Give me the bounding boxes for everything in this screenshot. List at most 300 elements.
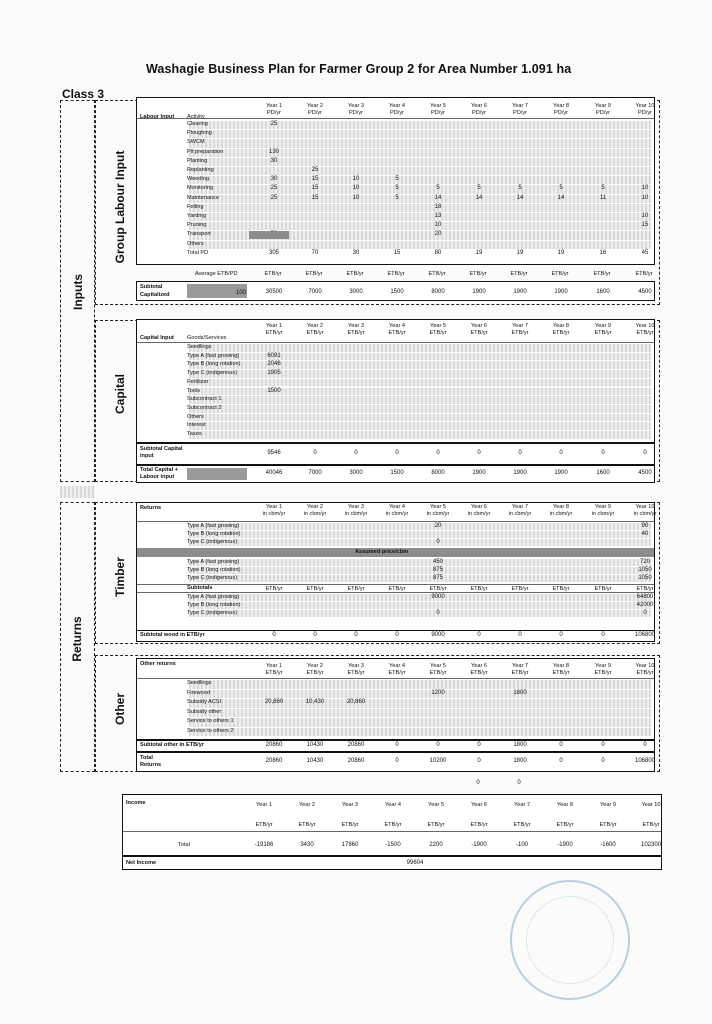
labour-cell: 25 bbox=[270, 121, 278, 127]
capital-unit-header: ETB/yr bbox=[636, 330, 654, 336]
labour-subtotal-table bbox=[136, 281, 655, 301]
row-shade bbox=[189, 379, 651, 387]
labour-cell: 5 bbox=[601, 185, 605, 192]
capital-unit-header: ETB/yr bbox=[429, 330, 447, 336]
income-unit-header: ETB/yr bbox=[255, 822, 273, 828]
labour-etb-unit: ETB/yr bbox=[593, 271, 611, 277]
timber-unit-header: in cbm/yr bbox=[549, 511, 573, 517]
labour-etb-unit: ETB/yr bbox=[428, 271, 446, 277]
returns-label: Returns bbox=[70, 616, 84, 662]
other-unit-header: ETB/yr bbox=[552, 670, 570, 676]
row-shade bbox=[189, 523, 651, 530]
labour-cell: 10 bbox=[641, 194, 649, 201]
other-year-header: Year 7 bbox=[512, 663, 528, 669]
income-cell: -1900 bbox=[557, 842, 573, 848]
row-shade bbox=[189, 213, 651, 221]
labour-year-header: Year 9 bbox=[595, 103, 611, 109]
other-unit-header: ETB/yr bbox=[265, 670, 283, 676]
returns-total-cell: 20860 bbox=[265, 758, 283, 764]
timber-year-header: Year 6 bbox=[471, 504, 487, 510]
timber-sub-cell: 64800 bbox=[636, 594, 654, 600]
timber-unit-header: in cbm/yr bbox=[426, 511, 450, 517]
labour-subtotal-cell: 1900 bbox=[472, 289, 486, 295]
labour-cell: 15 bbox=[641, 222, 649, 229]
capital-row-label: Subcontract 2 bbox=[187, 404, 222, 411]
labour-unit-header: PD/yr bbox=[596, 110, 610, 116]
row-shade bbox=[189, 222, 651, 230]
timber-unit-header: in cbm/yr bbox=[591, 511, 615, 517]
capital-total-table bbox=[136, 465, 655, 483]
total-pd-cell: 80 bbox=[434, 249, 442, 256]
capital-unit-header: ETB/yr bbox=[306, 330, 324, 336]
group-labour-label: Group Labour Input bbox=[113, 150, 127, 264]
labour-row-label: Others bbox=[187, 240, 204, 247]
row-divider bbox=[137, 592, 654, 593]
income-cell: 17860 bbox=[341, 842, 359, 848]
income-unit-header: ETB/yr bbox=[513, 822, 531, 828]
income-total-label: Total bbox=[178, 842, 190, 848]
other-year-header: Year 6 bbox=[471, 663, 487, 669]
labour-row-label: Yarding bbox=[187, 213, 206, 219]
income-unit-header: ETB/yr bbox=[427, 822, 445, 828]
timber-year-header: Year 2 bbox=[307, 504, 323, 510]
capital-total-cell: 1900 bbox=[513, 470, 527, 476]
row-shade bbox=[189, 718, 651, 727]
other-year-header: Year 3 bbox=[348, 663, 364, 669]
labour-row-label: Ploughing bbox=[187, 130, 212, 137]
labour-row-label: Replanting bbox=[187, 167, 214, 173]
timber-subtotal-cell: 9000 bbox=[431, 632, 445, 638]
labour-table bbox=[136, 97, 655, 265]
other-subtotal-cell: 20860 bbox=[265, 742, 283, 748]
timber-subtotal-cell: 0 bbox=[477, 632, 481, 638]
row-shade bbox=[189, 139, 651, 147]
capital-cell: 2046 bbox=[267, 361, 281, 368]
labour-cell: 5 bbox=[395, 185, 399, 192]
capital-year-header: Year 1 bbox=[266, 323, 282, 329]
timber-price-row-label: Type A (fast growing) bbox=[187, 559, 240, 565]
labour-etb-unit: ETB/yr bbox=[510, 271, 528, 277]
capital-unit-header: ETB/yr bbox=[347, 330, 365, 336]
returns-col-head: Returns bbox=[140, 505, 162, 511]
timber-year-header: Year 5 bbox=[430, 504, 446, 510]
row-divider bbox=[137, 678, 654, 679]
row-shade bbox=[189, 431, 651, 439]
shaded-cell bbox=[249, 231, 289, 239]
capital-year-header: Year 7 bbox=[512, 323, 528, 329]
other-cell: 20,860 bbox=[264, 699, 284, 705]
capital-subtotal-label: Subtotal Capital input bbox=[140, 446, 183, 459]
timber-price-cell: 875 bbox=[432, 567, 443, 573]
income-cell: 102300 bbox=[640, 842, 662, 848]
income-divider bbox=[123, 831, 661, 832]
page-title: Washagie Business Plan for Farmer Group 2 for Area Number 1.091 ha bbox=[146, 62, 572, 76]
labour-row-label: Pruning bbox=[187, 222, 207, 229]
labour-etb-unit: ETB/yr bbox=[387, 271, 405, 277]
timber-etb-unit: ETB/yr bbox=[636, 585, 654, 592]
timber-unit-header: in cbm/yr bbox=[467, 511, 491, 517]
row-shade bbox=[189, 709, 651, 718]
labour-cell: 20 bbox=[434, 231, 442, 238]
row-shade bbox=[189, 575, 651, 582]
labour-unit-header: PD/yr bbox=[638, 110, 652, 116]
class-label: Class 3 bbox=[62, 87, 105, 101]
other-cell: 20,860 bbox=[346, 699, 366, 705]
capital-total-cell: 8000 bbox=[431, 470, 445, 476]
labour-row-label: Felling bbox=[187, 203, 204, 210]
returns-total-cell: 10200 bbox=[429, 758, 447, 764]
timber-cell: 0 bbox=[436, 539, 440, 545]
labour-row-label: Weeding bbox=[187, 176, 209, 183]
labour-cell: 10 bbox=[352, 176, 360, 183]
labour-row-label: Transport bbox=[187, 231, 211, 238]
labour-year-header: Year 2 bbox=[307, 103, 323, 109]
labour-cell: 14 bbox=[557, 194, 565, 201]
labour-etb-unit: ETB/yr bbox=[264, 271, 282, 277]
net-income-table bbox=[122, 856, 662, 870]
total-pd-cell: 19 bbox=[557, 249, 565, 256]
labour-subtotal-cell: 30500 bbox=[265, 289, 283, 295]
below-total-cell: 0 bbox=[517, 780, 521, 786]
labour-unit-header: PD/yr bbox=[390, 110, 404, 116]
other-year-header: Year 2 bbox=[307, 663, 323, 669]
labour-cell: 15 bbox=[311, 185, 319, 192]
capital-row-label: Interest bbox=[187, 422, 206, 429]
timber-row-label: Type B (long rotation) bbox=[187, 531, 241, 537]
capital-year-header: Year 2 bbox=[307, 323, 323, 329]
capital-year-header: Year 3 bbox=[348, 323, 364, 329]
row-shade bbox=[189, 414, 651, 422]
capital-subtotal-cell: 0 bbox=[518, 450, 522, 456]
labour-cell: 25 bbox=[270, 194, 278, 201]
total-pd-cell: 30 bbox=[352, 249, 360, 256]
labour-subtotal-cell: 1900 bbox=[554, 289, 568, 295]
subtotal-label: Subtotal bbox=[140, 284, 163, 290]
row-shade bbox=[189, 539, 651, 546]
shaded-cell bbox=[187, 468, 247, 480]
below-total-cell: 0 bbox=[476, 780, 480, 786]
capital-row-label: Others bbox=[187, 413, 204, 420]
income-cell: -1600 bbox=[600, 842, 616, 848]
timber-sub-row-label: Type B (long rotation) bbox=[187, 602, 241, 608]
returns-total-cell: 20860 bbox=[347, 758, 365, 764]
labour-etb-unit: ETB/yr bbox=[469, 271, 487, 277]
capital-col-head: Capital Input bbox=[140, 335, 174, 341]
inputs-label: Inputs bbox=[71, 274, 85, 310]
income-unit-header: ETB/yr bbox=[599, 822, 617, 828]
income-year-header: Year 2 bbox=[299, 802, 315, 808]
activity-col-head: Activity bbox=[187, 114, 205, 120]
labour-row-label: Monitoring bbox=[187, 185, 214, 192]
other-subtotal-cell: 0 bbox=[601, 742, 605, 748]
income-year-header: Year 6 bbox=[471, 802, 487, 808]
other-row-label: Service to others 1 bbox=[187, 718, 234, 724]
labour-year-header: Year 5 bbox=[430, 103, 446, 109]
total-returns-label: Total Returns bbox=[140, 755, 162, 768]
row-shade bbox=[189, 567, 651, 574]
returns-total-cell: 106800 bbox=[634, 758, 656, 764]
other-row-label: Service to others 2 bbox=[187, 727, 234, 734]
capital-cell: 6091 bbox=[267, 352, 281, 359]
capital-year-header: Year 6 bbox=[471, 323, 487, 329]
other-cell: 1800 bbox=[513, 689, 527, 696]
returns-total-cell: 0 bbox=[395, 758, 399, 764]
capital-label: Capital bbox=[113, 374, 127, 415]
other-cell: 10,430 bbox=[305, 699, 325, 705]
row-shade bbox=[189, 204, 651, 212]
labour-subtotal-cell: 1600 bbox=[596, 289, 610, 295]
timber-price-cell: 1050 bbox=[638, 575, 652, 581]
labour-cell: 10 bbox=[641, 213, 649, 219]
income-year-header: Year 9 bbox=[600, 802, 616, 808]
row-divider bbox=[137, 118, 654, 119]
other-year-header: Year 5 bbox=[430, 663, 446, 669]
timber-row-label: Type C (indigenous) bbox=[187, 539, 238, 545]
timber-etb-unit: ETB/yr bbox=[388, 585, 406, 592]
timber-row-label: Type A (fast growing) bbox=[187, 523, 240, 529]
income-year-header: Year 1 bbox=[256, 802, 272, 808]
row-shade bbox=[189, 610, 651, 617]
returns-total-cell: 0 bbox=[477, 758, 481, 764]
timber-price-cell: 450 bbox=[432, 559, 443, 565]
other-row-label: Subsidy ACSI bbox=[187, 699, 222, 705]
row-shade bbox=[189, 130, 651, 138]
timber-sub-cell: 42000 bbox=[636, 602, 654, 608]
labour-unit-header: PD/yr bbox=[431, 110, 445, 116]
income-col-head: Income bbox=[126, 800, 146, 806]
row-shade bbox=[189, 405, 651, 413]
labour-subtotal-cell: 1900 bbox=[513, 289, 527, 295]
other-row-label: Seedlings bbox=[187, 680, 212, 686]
capital-total-cell: 3000 bbox=[349, 470, 363, 476]
other-year-header: Year 1 bbox=[266, 663, 282, 669]
other-unit-header: ETB/yr bbox=[347, 670, 365, 676]
capital-row-label: Tools bbox=[187, 387, 201, 394]
timber-etb-unit: ETB/yr bbox=[306, 585, 324, 592]
other-subtotal-cell: 0 bbox=[643, 742, 647, 748]
other-unit-header: ETB/yr bbox=[636, 670, 654, 676]
income-cell: -100 bbox=[515, 842, 528, 848]
timber-unit-header: in cbm/yr bbox=[633, 511, 657, 517]
capital-unit-header: ETB/yr bbox=[594, 330, 612, 336]
income-unit-header: ETB/yr bbox=[341, 822, 359, 828]
capital-subtotal-cell: 0 bbox=[559, 450, 563, 456]
labour-etb-unit: ETB/yr bbox=[635, 271, 653, 277]
labour-subtotal-cell: 7000 bbox=[308, 289, 322, 295]
capital-year-header: Year 9 bbox=[595, 323, 611, 329]
row-shade bbox=[189, 594, 651, 601]
labour-cell: 5 bbox=[559, 185, 563, 192]
timber-subtotal-cell: 0 bbox=[395, 632, 399, 638]
timber-subtotal-cell: 0 bbox=[518, 632, 522, 638]
net-income-value: 99604 bbox=[406, 860, 424, 866]
timber-sub-row-label: Type C (indigenous) bbox=[187, 610, 238, 616]
timber-subtotal-cell: 0 bbox=[559, 632, 563, 638]
timber-price-row-label: Type C (indigenous) bbox=[187, 575, 238, 581]
total-pd-cell: 305 bbox=[268, 249, 279, 256]
labour-cell: 13 bbox=[434, 213, 442, 219]
labour-year-header: Year 1 bbox=[266, 103, 282, 109]
capital-subtotal-table bbox=[136, 443, 655, 465]
row-shade bbox=[189, 680, 651, 689]
timber-etb-unit: ETB/yr bbox=[511, 585, 529, 592]
row-shade bbox=[189, 344, 651, 352]
timber-sub-cell: 9000 bbox=[431, 594, 445, 600]
income-unit-header: ETB/yr bbox=[642, 822, 660, 828]
timber-label: Timber bbox=[113, 557, 127, 597]
labour-cell: 10 bbox=[352, 185, 360, 192]
returns-total-cell: 10430 bbox=[306, 758, 324, 764]
returns-total-table bbox=[136, 752, 655, 772]
other-year-header: Year 8 bbox=[553, 663, 569, 669]
timber-etb-unit: ETB/yr bbox=[429, 585, 447, 592]
other-col-head: Other returns bbox=[140, 661, 176, 667]
labour-cell: 18 bbox=[434, 203, 442, 210]
other-unit-header: ETB/yr bbox=[511, 670, 529, 676]
other-unit-header: ETB/yr bbox=[470, 670, 488, 676]
labour-row-label: Maintenance bbox=[187, 194, 220, 201]
income-unit-header: ETB/yr bbox=[470, 822, 488, 828]
income-table bbox=[122, 794, 662, 856]
labour-cell: 15 bbox=[311, 176, 319, 183]
timber-year-header: Year 7 bbox=[512, 504, 528, 510]
other-unit-header: ETB/yr bbox=[306, 670, 324, 676]
timber-table bbox=[136, 502, 655, 634]
timber-etb-unit: ETB/yr bbox=[347, 585, 365, 592]
goods-col-head: Goods/Services bbox=[187, 335, 227, 341]
capital-total-cell: 7000 bbox=[308, 470, 322, 476]
labour-col-head: Labour Input bbox=[140, 114, 175, 120]
other-year-header: Year 4 bbox=[389, 663, 405, 669]
below-total-row bbox=[136, 778, 655, 790]
capital-unit-header: ETB/yr bbox=[470, 330, 488, 336]
labour-year-header: Year 8 bbox=[553, 103, 569, 109]
row-shade bbox=[189, 167, 651, 175]
timber-year-header: Year 9 bbox=[595, 504, 611, 510]
income-cell: -1500 bbox=[385, 842, 401, 848]
other-subtotal-cell: 0 bbox=[436, 742, 440, 748]
labour-row-label: SWCM bbox=[187, 139, 205, 146]
capital-unit-header: ETB/yr bbox=[552, 330, 570, 336]
labour-year-header: Year 4 bbox=[389, 103, 405, 109]
labour-etb-unit: ETB/yr bbox=[551, 271, 569, 277]
capital-row-label: Subcontract 1 bbox=[187, 396, 222, 403]
capital-year-header: Year 10 bbox=[635, 323, 655, 329]
timber-sub-cell: 0 bbox=[643, 610, 647, 616]
capital-subtotal-cell: 9546 bbox=[267, 450, 281, 456]
capital-unit-header: ETB/yr bbox=[388, 330, 406, 336]
income-year-header: Year 8 bbox=[557, 802, 573, 808]
row-shade bbox=[189, 396, 651, 404]
other-unit-header: ETB/yr bbox=[594, 670, 612, 676]
capital-cell: 1905 bbox=[267, 370, 281, 377]
income-unit-header: ETB/yr bbox=[298, 822, 316, 828]
timber-unit-header: in cbm/yr bbox=[344, 511, 368, 517]
other-unit-header: ETB/yr bbox=[388, 670, 406, 676]
capital-year-header: Year 8 bbox=[553, 323, 569, 329]
row-shade bbox=[189, 559, 651, 566]
total-pd-cell: 70 bbox=[311, 249, 319, 256]
row-shade bbox=[189, 690, 651, 699]
labour-etb-unit: ETB/yr bbox=[346, 271, 364, 277]
timber-price-cell: 875 bbox=[432, 575, 443, 581]
other-subtotal-cell: 10430 bbox=[306, 742, 324, 748]
capital-unit-header: ETB/yr bbox=[265, 330, 283, 336]
timber-unit-header: in cbm/yr bbox=[303, 511, 327, 517]
other-subtotal-cell: 0 bbox=[395, 742, 399, 748]
capital-unit-header: ETB/yr bbox=[511, 330, 529, 336]
labour-cell: 5 bbox=[518, 185, 522, 192]
official-stamp bbox=[510, 880, 630, 1000]
other-unit-header: ETB/yr bbox=[429, 670, 447, 676]
labour-cell: 5 bbox=[395, 176, 399, 183]
row-shade bbox=[189, 602, 651, 609]
labour-cell: 10 bbox=[641, 185, 649, 192]
other-label: Other bbox=[113, 693, 127, 726]
income-year-header: Year 5 bbox=[428, 802, 444, 808]
timber-sub-cell: 0 bbox=[436, 610, 440, 616]
returns-total-cell: 0 bbox=[559, 758, 563, 764]
capital-subtotal-cell: 0 bbox=[313, 450, 317, 456]
row-shade bbox=[189, 728, 651, 737]
income-cell: -19186 bbox=[254, 842, 274, 848]
total-pd-label: Total PD bbox=[187, 249, 209, 256]
income-cell: -1900 bbox=[471, 842, 487, 848]
labour-etb-unit: ETB/yr bbox=[305, 271, 323, 277]
labour-cell: 15 bbox=[311, 194, 319, 201]
timber-price-cell: 720 bbox=[639, 559, 650, 565]
capital-row-label: Taxes bbox=[187, 431, 202, 437]
labour-cell: 5 bbox=[395, 194, 399, 201]
labour-cell: 14 bbox=[434, 194, 442, 201]
other-row-label: Firewood bbox=[187, 689, 211, 696]
timber-subtotal-cell: 0 bbox=[272, 632, 276, 638]
labour-year-header: Year 6 bbox=[471, 103, 487, 109]
capital-cell: 1500 bbox=[267, 387, 281, 394]
labour-unit-header: PD/yr bbox=[349, 110, 363, 116]
timber-etb-unit: ETB/yr bbox=[265, 585, 283, 592]
capital-row-label: Seedlings bbox=[187, 344, 212, 350]
timber-etb-unit: ETB/yr bbox=[594, 585, 612, 592]
income-year-header: Year 10 bbox=[641, 802, 661, 808]
income-cell: 3430 bbox=[300, 842, 314, 848]
total-pd-cell: 19 bbox=[516, 249, 524, 256]
labour-cell: 25 bbox=[270, 185, 278, 192]
labour-cell: 14 bbox=[516, 194, 524, 201]
labour-unit-header: PD/yr bbox=[308, 110, 322, 116]
timber-cell: 40 bbox=[641, 531, 649, 537]
row-divider bbox=[137, 342, 654, 343]
timber-subtotal-cell: 0 bbox=[354, 632, 358, 638]
timber-year-header: Year 10 bbox=[635, 504, 655, 510]
labour-unit-header: PD/yr bbox=[472, 110, 486, 116]
timber-year-header: Year 8 bbox=[553, 504, 569, 510]
other-subtotal-cell: 0 bbox=[559, 742, 563, 748]
timber-year-header: Year 1 bbox=[266, 504, 282, 510]
total-pd-cell: 16 bbox=[599, 249, 607, 256]
timber-sub-row-label: Type A (fast growing) bbox=[187, 594, 240, 600]
timber-etb-unit: ETB/yr bbox=[552, 585, 570, 592]
labour-unit-header: PD/yr bbox=[267, 110, 281, 116]
income-unit-header: ETB/yr bbox=[556, 822, 574, 828]
capital-total-cell: 4500 bbox=[638, 470, 652, 476]
timber-subtotal-cell: 0 bbox=[601, 632, 605, 638]
capitalized-label: Capitalized bbox=[140, 292, 170, 298]
labour-cell: 30 bbox=[270, 157, 278, 164]
timber-unit-header: in cbm/yr bbox=[262, 511, 286, 517]
capital-row-label: Fertilizer bbox=[187, 378, 209, 385]
other-subtotal-table bbox=[136, 740, 655, 752]
